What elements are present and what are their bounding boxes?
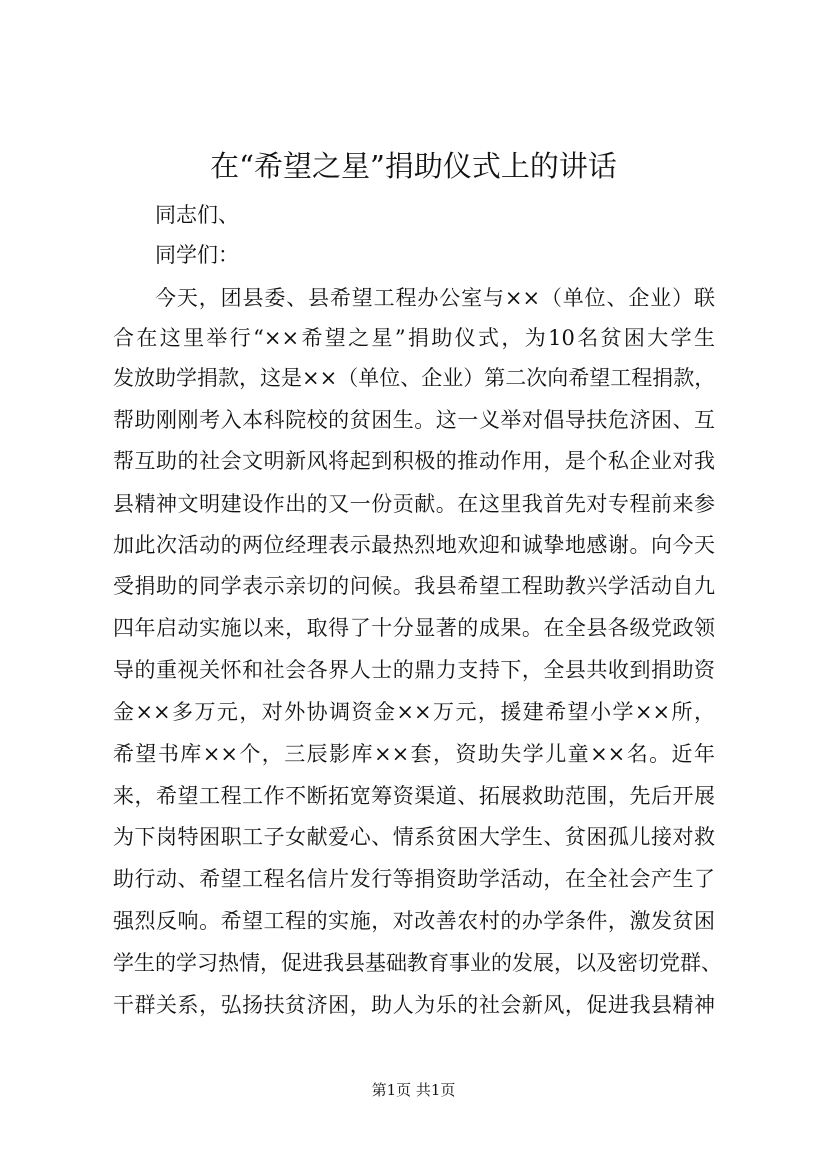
body-line: 助行动、希望工程名信片发行等捐资助学活动，在全社会产生了 <box>113 867 715 891</box>
body-line: 金××多万元，对外协调资金××万元，援建希望小学××所， <box>113 700 715 724</box>
body-line: 强烈反响。希望工程的实施，对改善农村的办学条件，激发贫困 <box>113 909 715 933</box>
body-line: 帮助刚刚考入本科院校的贫困生。这一义举对倡导扶危济困、互 <box>113 408 715 432</box>
body-line: 合在这里举行“××希望之星”捐助仪式，为10名贫困大学生 <box>113 326 715 350</box>
document-title: 在“希望之星”捐助仪式上的讲话 <box>210 149 617 183</box>
body-line: 学生的学习热情，促进我县基础教育事业的发展，以及密切党群、 <box>113 951 722 975</box>
body-line: 今天，团县委、县希望工程办公室与××（单位、企业）联 <box>155 286 715 310</box>
body-line: 来，希望工程工作不断拓宽筹资渠道、拓展救助范围，先后开展 <box>113 784 715 808</box>
salutation-students: 同学们： <box>155 243 239 267</box>
body-line: 帮互助的社会文明新风将起到积极的推动作用，是个私企业对我 <box>113 449 715 473</box>
body-line: 发放助学捐款，这是××（单位、企业）第二次向希望工程捐款， <box>113 366 716 390</box>
body-line: 县精神文明建设作出的又一份贡献。在这里我首先对专程前来参 <box>113 492 715 516</box>
body-line: 导的重视关怀和社会各界人士的鼎力支持下，全县共收到捐助资 <box>113 658 715 682</box>
body-line: 加此次活动的两位经理表示最热烈地欢迎和诚挚地感谢。向今天 <box>113 533 715 557</box>
salutation-comrades: 同志们、 <box>155 203 239 227</box>
body-line: 受捐助的同学表示亲切的问候。我县希望工程助教兴学活动自九 <box>113 574 715 598</box>
body-line: 为下岗特困职工子女献爱心、情系贫困大学生、贫困孤儿接对救 <box>113 825 715 849</box>
page-footer: 第1页 共1页 <box>371 1081 456 1099</box>
body-line: 希望书库××个，三辰影库××套，资助失学儿童××名。近年 <box>113 742 715 766</box>
body-line: 干群关系，弘扬扶贫济困，助人为乐的社会新风，促进我县精神 <box>113 993 715 1017</box>
body-line: 四年启动实施以来，取得了十分显著的成果。在全县各级党政领 <box>113 616 715 640</box>
